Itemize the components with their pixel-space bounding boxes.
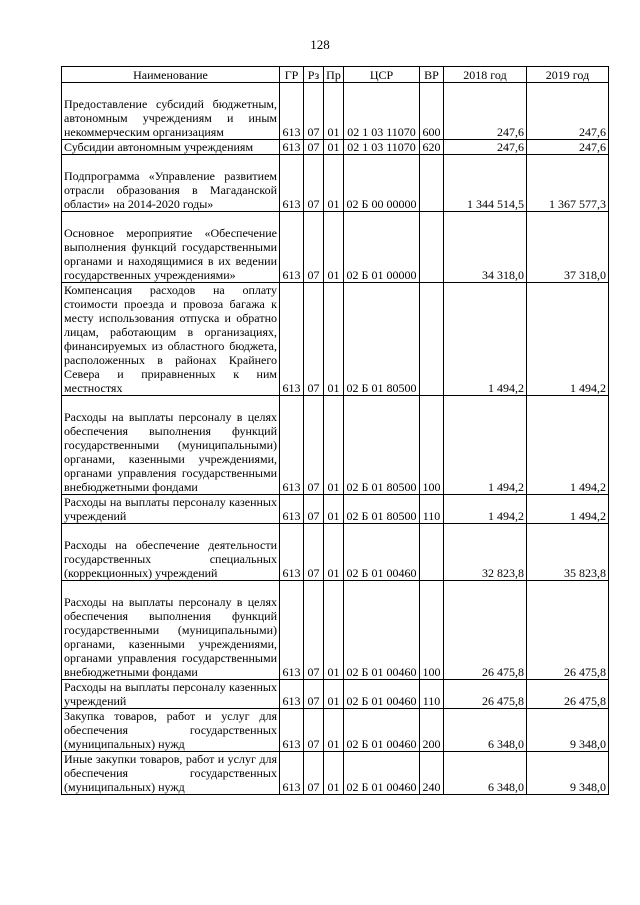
row-2019: 35 823,8 — [527, 524, 609, 581]
row-2018: 26 475,8 — [444, 581, 527, 680]
row-2019: 26 475,8 — [527, 680, 609, 709]
row-pr: 01 — [324, 212, 344, 283]
row-2018: 6 348,0 — [444, 752, 527, 795]
table-header-row — [62, 67, 609, 83]
row-2018: 32 823,8 — [444, 524, 527, 581]
row-gr: 613 — [280, 495, 304, 524]
table-body — [62, 83, 609, 795]
header-csr: ЦСР — [344, 67, 420, 83]
page-number: 128 — [310, 37, 330, 52]
row-2018: 1 494,2 — [444, 396, 527, 495]
table-row — [62, 680, 609, 709]
table-row — [62, 283, 609, 396]
row-name: Расходы на выплаты персоналу казенных учреждений — [62, 680, 280, 709]
header-vr: ВР — [420, 67, 444, 83]
row-gr: 613 — [280, 581, 304, 680]
table-row — [62, 83, 609, 140]
row-csr: 02 1 03 11070 — [344, 83, 420, 140]
row-vr: 600 — [420, 83, 444, 140]
row-rz: 07 — [304, 581, 324, 680]
row-pr: 01 — [324, 155, 344, 212]
row-name: Расходы на выплаты персоналу в целях обеспечения выполнения функций государственными (муниципальными) органами, казенными учреждениями, органами управления государственными внебюджетными фондами — [62, 581, 280, 680]
row-csr: 02 Б 01 80500 — [344, 283, 420, 396]
row-pr: 01 — [324, 680, 344, 709]
row-gr: 613 — [280, 212, 304, 283]
row-2019: 37 318,0 — [527, 212, 609, 283]
row-2019: 1 367 577,3 — [527, 155, 609, 212]
row-csr: 02 Б 01 00460 — [344, 752, 420, 795]
row-vr: 240 — [420, 752, 444, 795]
row-2019: 1 494,2 — [527, 283, 609, 396]
table-row — [62, 155, 609, 212]
row-vr: 100 — [420, 396, 444, 495]
row-2019: 9 348,0 — [527, 752, 609, 795]
row-gr: 613 — [280, 155, 304, 212]
budget-table — [61, 66, 609, 795]
row-pr: 01 — [324, 140, 344, 155]
row-2019: 9 348,0 — [527, 709, 609, 752]
header-2018: 2018 год — [444, 67, 527, 83]
row-vr — [420, 212, 444, 283]
table-row — [62, 140, 609, 155]
row-name: Подпрограмма «Управление развитием отрасли образования в Магаданской области» на 2014-2020 годы» — [62, 155, 280, 212]
row-2019: 247,6 — [527, 140, 609, 155]
row-2018: 247,6 — [444, 83, 527, 140]
row-vr — [420, 283, 444, 396]
row-name: Основное мероприятие «Обеспечение выполнения функций государственными органами и находящимися в их ведении государственных учреждениями» — [62, 212, 280, 283]
row-rz: 07 — [304, 83, 324, 140]
row-pr: 01 — [324, 283, 344, 396]
header-2019: 2019 год — [527, 67, 609, 83]
table-row — [62, 709, 609, 752]
row-csr: 02 Б 01 80500 — [344, 396, 420, 495]
header-pr: Пр — [324, 67, 344, 83]
row-2018: 247,6 — [444, 140, 527, 155]
row-2019: 1 494,2 — [527, 396, 609, 495]
row-name: Расходы на выплаты персоналу в целях обеспечения выполнения функций государственными (муниципальными) органами, казенными учреждениями, органами управления государственными внебюджетными фондами — [62, 396, 280, 495]
row-csr: 02 Б 01 00460 — [344, 581, 420, 680]
row-pr: 01 — [324, 524, 344, 581]
row-pr: 01 — [324, 495, 344, 524]
row-vr — [420, 155, 444, 212]
row-rz: 07 — [304, 680, 324, 709]
row-vr: 620 — [420, 140, 444, 155]
table-row — [62, 495, 609, 524]
row-rz: 07 — [304, 212, 324, 283]
row-gr: 613 — [280, 140, 304, 155]
row-name: Компенсация расходов на оплату стоимости проезда и провоза багажа к месту использования отпуска и обратно лицам, работающим в организациях, финансируемых из областного бюджета, расположенных в районах Крайнего Севера и приравненных к ним местностях — [62, 283, 280, 396]
row-rz: 07 — [304, 396, 324, 495]
row-gr: 613 — [280, 680, 304, 709]
row-csr: 02 Б 00 00000 — [344, 155, 420, 212]
row-pr: 01 — [324, 752, 344, 795]
row-rz: 07 — [304, 155, 324, 212]
header-gr: ГР — [280, 67, 304, 83]
row-rz: 07 — [304, 140, 324, 155]
row-rz: 07 — [304, 709, 324, 752]
row-2018: 1 344 514,5 — [444, 155, 527, 212]
row-rz: 07 — [304, 752, 324, 795]
row-2018: 26 475,8 — [444, 680, 527, 709]
row-vr: 100 — [420, 581, 444, 680]
row-2019: 26 475,8 — [527, 581, 609, 680]
table-row — [62, 752, 609, 795]
row-pr: 01 — [324, 709, 344, 752]
row-vr — [420, 524, 444, 581]
table-row — [62, 581, 609, 680]
row-csr: 02 Б 01 00460 — [344, 709, 420, 752]
header-name: Наименование — [62, 67, 280, 83]
row-vr: 110 — [420, 495, 444, 524]
row-name: Предоставление субсидий бюджетным, автономным учреждениям и иным некоммерческим организациям — [62, 83, 280, 140]
row-rz: 07 — [304, 283, 324, 396]
header-rz: Рз — [304, 67, 324, 83]
row-pr: 01 — [324, 83, 344, 140]
row-rz: 07 — [304, 524, 324, 581]
row-2019: 247,6 — [527, 83, 609, 140]
table-row — [62, 396, 609, 495]
row-csr: 02 Б 01 00460 — [344, 680, 420, 709]
row-gr: 613 — [280, 752, 304, 795]
table-row — [62, 212, 609, 283]
row-gr: 613 — [280, 709, 304, 752]
row-name: Закупка товаров, работ и услуг для обеспечения государственных (муниципальных) нужд — [62, 709, 280, 752]
row-2018: 1 494,2 — [444, 495, 527, 524]
row-csr: 02 1 03 11070 — [344, 140, 420, 155]
row-vr: 110 — [420, 680, 444, 709]
row-2018: 1 494,2 — [444, 283, 527, 396]
row-2019: 1 494,2 — [527, 495, 609, 524]
row-pr: 01 — [324, 581, 344, 680]
row-pr: 01 — [324, 396, 344, 495]
row-gr: 613 — [280, 83, 304, 140]
row-csr: 02 Б 01 80500 — [344, 495, 420, 524]
row-2018: 34 318,0 — [444, 212, 527, 283]
table-row — [62, 524, 609, 581]
row-gr: 613 — [280, 283, 304, 396]
row-2018: 6 348,0 — [444, 709, 527, 752]
row-name: Субсидии автономным учреждениям — [62, 140, 280, 155]
row-name: Расходы на обеспечение деятельности государственных специальных (коррекционных) учреждений — [62, 524, 280, 581]
row-gr: 613 — [280, 524, 304, 581]
row-rz: 07 — [304, 495, 324, 524]
row-name: Иные закупки товаров, работ и услуг для обеспечения государственных (муниципальных) нужд — [62, 752, 280, 795]
row-csr: 02 Б 01 00000 — [344, 212, 420, 283]
row-gr: 613 — [280, 396, 304, 495]
row-vr: 200 — [420, 709, 444, 752]
row-name: Расходы на выплаты персоналу казенных учреждений — [62, 495, 280, 524]
row-csr: 02 Б 01 00460 — [344, 524, 420, 581]
